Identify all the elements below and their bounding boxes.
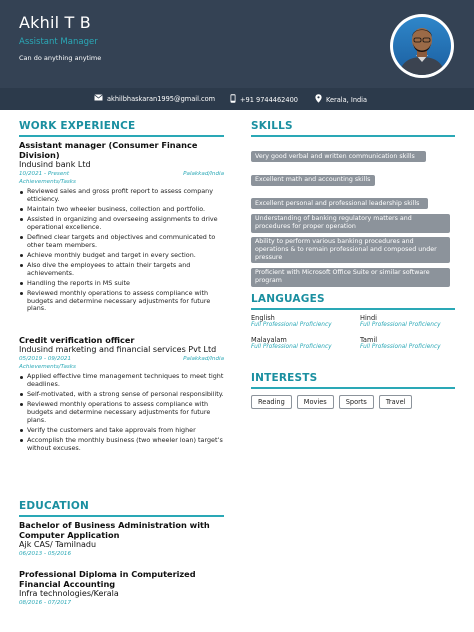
interests-list bbox=[251, 395, 455, 409]
contact-phone-text: +91 9744462400 bbox=[240, 95, 298, 104]
list-item: Accomplish the monthly business (two wheeler loan) target’s without excuses. bbox=[19, 437, 224, 453]
job-meta bbox=[19, 171, 224, 177]
work-experience-heading: WORK EXPERIENCE bbox=[19, 120, 136, 132]
job-title: Assistant manager (Consumer Finance Division) bbox=[19, 140, 198, 160]
language-level: Full Professional Proficiency bbox=[251, 344, 332, 350]
job-entry bbox=[19, 335, 224, 455]
education-entry bbox=[19, 569, 224, 606]
interest-tag: Travel bbox=[379, 395, 413, 409]
candidate-title: Assistant Manager bbox=[19, 37, 98, 47]
interests-heading: INTERESTS bbox=[251, 372, 318, 384]
job-company: Indusind bank Ltd bbox=[19, 160, 91, 169]
skills-list bbox=[251, 143, 455, 291]
language-item bbox=[360, 314, 455, 329]
job-bullets bbox=[19, 188, 224, 313]
interest-tag: Movies bbox=[297, 395, 334, 409]
interest-tag: Reading bbox=[251, 395, 292, 409]
resume-header bbox=[0, 0, 474, 88]
profile-photo bbox=[390, 14, 454, 78]
languages-rule bbox=[251, 308, 455, 310]
job-subhead: Achievements/Tasks bbox=[19, 364, 76, 370]
language-level: Full Professional Proficiency bbox=[360, 344, 441, 350]
languages-heading: LANGUAGES bbox=[251, 293, 325, 305]
location-pin-icon bbox=[315, 94, 322, 105]
language-item bbox=[251, 314, 360, 329]
list-item: Self-motivated, with a strong sense of personal responsibility. bbox=[19, 391, 224, 399]
education-dates: 06/2013 - 05/2016 bbox=[19, 551, 72, 557]
education-degree: Professional Diploma in Computerized Financial Accounting bbox=[19, 569, 196, 589]
language-level: Full Professional Proficiency bbox=[251, 322, 332, 328]
job-bullets bbox=[19, 373, 224, 453]
phone-icon bbox=[230, 94, 236, 105]
skill-tag: Ability to perform various banking procedures and operations & to remain professional and composed under pressure bbox=[251, 237, 450, 264]
education-school: Infra technologies/Kerala bbox=[19, 589, 119, 598]
list-item: Assisted in organizing and overseeing assignments to drive operational excellence. bbox=[19, 216, 224, 232]
list-item: Defined clear targets and objectives and communicated to other team members. bbox=[19, 234, 224, 250]
envelope-icon bbox=[94, 94, 103, 103]
contact-email-text: akhilbhaskaran1995@gmail.com bbox=[107, 94, 216, 103]
job-company: Indusind marketing and financial services Pvt Ltd bbox=[19, 345, 217, 354]
language-item bbox=[360, 336, 455, 351]
language-level: Full Professional Proficiency bbox=[360, 322, 441, 328]
list-item: Verify the customers and take approvals from higher bbox=[19, 427, 224, 435]
list-item: Also dive the employees to attain their targets and achievements. bbox=[19, 262, 224, 278]
languages-list bbox=[251, 314, 455, 351]
contact-phone[interactable] bbox=[230, 94, 298, 105]
list-item: Reviewed monthly operations to assess compliance with budgets and determine necessary adjustments for future plans. bbox=[19, 401, 224, 425]
skills-rule bbox=[251, 135, 455, 137]
contact-email[interactable] bbox=[94, 94, 215, 103]
list-item: Applied effective time management techniques to meet tight deadlines. bbox=[19, 373, 224, 389]
skills-heading: SKILLS bbox=[251, 120, 293, 132]
work-experience-rule bbox=[19, 135, 224, 137]
language-name: Malayalam bbox=[251, 336, 287, 344]
language-name: English bbox=[251, 314, 275, 322]
skill-tag: Excellent math and accounting skills bbox=[251, 175, 375, 186]
job-meta bbox=[19, 356, 224, 362]
interest-tag: Sports bbox=[339, 395, 374, 409]
list-item: Reviewed sales and gross profit report to assess company etticiency. bbox=[19, 188, 224, 204]
education-degree: Bachelor of Business Administration with Computer Application bbox=[19, 520, 210, 540]
skill-tag: Excellent personal and professional leadership skills bbox=[251, 198, 428, 209]
education-rule bbox=[19, 515, 224, 517]
list-item: Achieve monthly budget and target in every section. bbox=[19, 252, 224, 260]
skill-tag: Very good verbal and written communication skills bbox=[251, 151, 426, 162]
profile-photo-image bbox=[393, 17, 451, 75]
candidate-tagline: Can do anything anytime bbox=[19, 54, 102, 62]
language-name: Hindi bbox=[360, 314, 377, 322]
skill-tag: Proficient with Microsoft Office Suite or similar software program bbox=[251, 268, 450, 287]
job-subhead: Achievements/Tasks bbox=[19, 179, 76, 185]
list-item: Maintain two wheeler business, collection and portfolio. bbox=[19, 206, 224, 214]
interests-rule bbox=[251, 387, 455, 389]
contact-location bbox=[315, 94, 367, 105]
contact-bar bbox=[0, 88, 474, 110]
job-location: Palakkad/India bbox=[183, 171, 224, 177]
contact-location-text: Kerala, India bbox=[326, 95, 368, 104]
list-item: Reviewed monthly operations to assess compliance with budgets and determine necessary adjustments for future plans. bbox=[19, 290, 224, 314]
education-entry bbox=[19, 520, 224, 557]
education-dates: 08/2016 - 07/2017 bbox=[19, 600, 72, 606]
job-dates: 10/2021 - Present bbox=[19, 171, 70, 177]
candidate-name: Akhil T B bbox=[19, 13, 91, 32]
education-school: Ajk CAS/ Tamilnadu bbox=[19, 540, 97, 549]
language-item bbox=[251, 336, 360, 351]
job-entry bbox=[19, 140, 224, 315]
language-name: Tamil bbox=[360, 336, 378, 344]
job-location: Palakkad/India bbox=[183, 356, 224, 362]
education-heading: EDUCATION bbox=[19, 500, 90, 512]
job-dates: 05/2019 - 09/2021 bbox=[19, 356, 72, 362]
list-item: Handling the reports in MS suite bbox=[19, 280, 224, 288]
skill-tag: Understanding of banking regulatory matters and procedures for proper operation bbox=[251, 214, 450, 233]
job-title: Credit verification officer bbox=[19, 335, 135, 345]
